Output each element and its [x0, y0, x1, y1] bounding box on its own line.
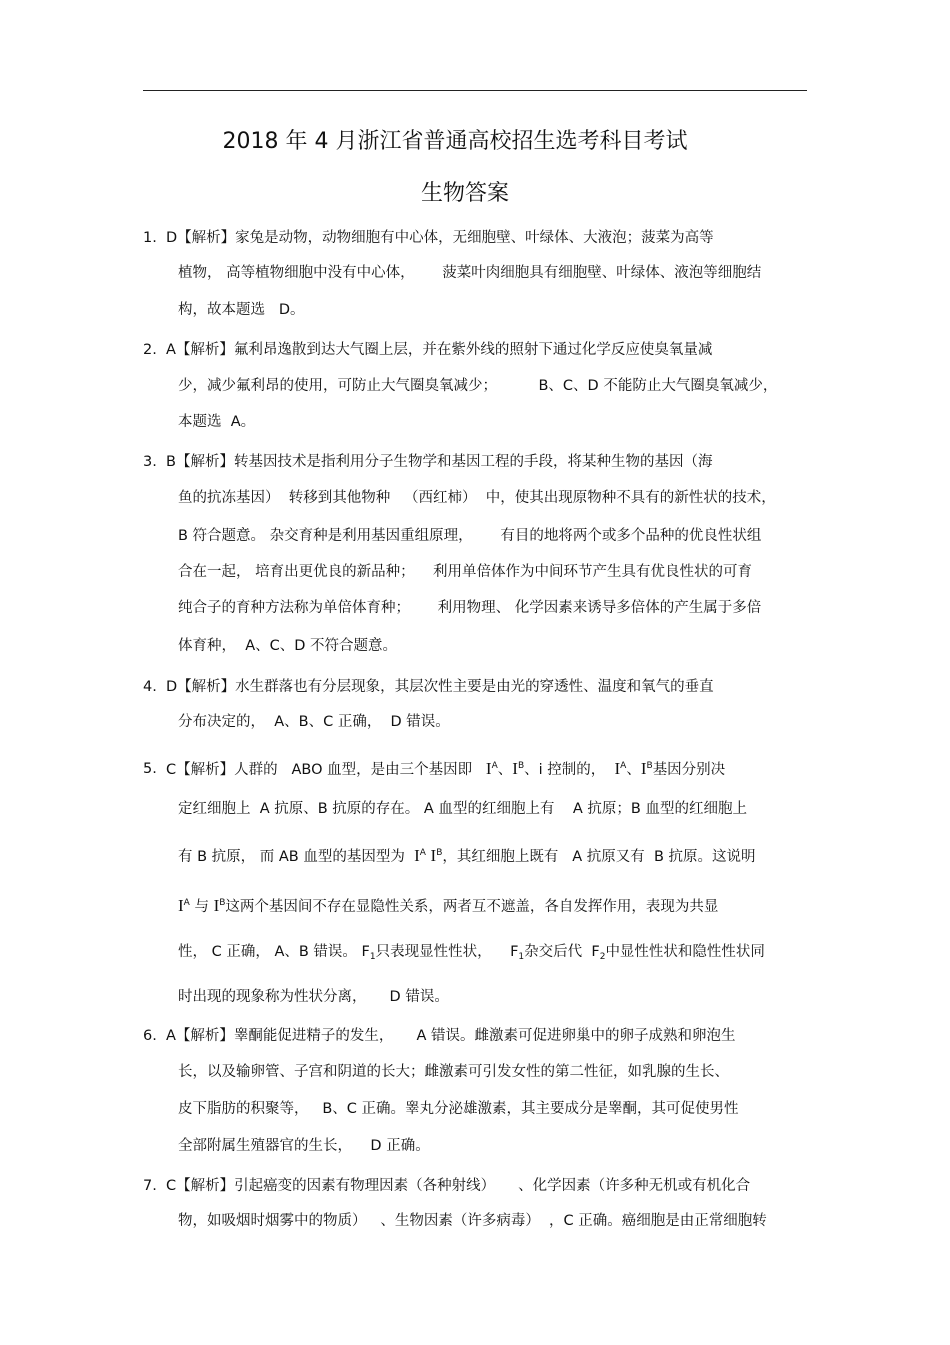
item-number: 5.: [143, 761, 157, 777]
item-line: 性， C 正确， A、B 错误。 $F_1$只表现显性性状， $F_1$杂交后代 $F_2$中显性性状和隐性性状同: [178, 944, 765, 962]
item-line: 植物， 高等植物细胞中没有中心体， 菠菜叶肉细胞具有细胞壁、叶绿体、液泡等细胞结: [178, 265, 762, 281]
item-line: B【解析】转基因技术是指利用分子生物学和基因工程的手段，将某种生物的基因（海: [166, 454, 713, 470]
item-line: 合在一起， 培育出更优良的新品种； 利用单倍体作为中间环节产生具有优良性状的可育: [178, 564, 753, 580]
item-number: 4.: [143, 679, 157, 695]
item-number: 6.: [143, 1028, 157, 1044]
item-line: C【解析】人群的 ABO 血型，是由三个基因即 $I^A$、$I^B$、i 控制的， $I^A$、$I^B$基因分别决: [166, 759, 726, 778]
item-number: 3.: [143, 454, 157, 470]
item-line: 物，如吸烟时烟雾中的物质） 、生物因素（许多病毒） ，C 正确。癌细胞是由正常细胞转: [178, 1213, 767, 1229]
item-line: C【解析】引起癌变的因素有物理因素（各种射线） 、化学因素（许多种无机或有机化合: [166, 1178, 751, 1194]
item-line: 少，减少氟利昂的使用，可防止大气圈臭氧减少； B、C、D 不能防止大气圈臭氧减少，: [178, 378, 778, 394]
item-number: 1.: [143, 230, 157, 246]
item-line: 时出现的现象称为性状分离， D 错误。: [178, 989, 449, 1005]
item-line: B 符合题意。 杂交育种是利用基因重组原理， 有目的地将两个或多个品种的优良性状组: [178, 528, 762, 544]
item-number: 7.: [143, 1178, 157, 1194]
item-line: 长，以及输卵管、子宫和阴道的长大；雌激素可引发女性的第二性征，如乳腺的生长、: [178, 1064, 729, 1080]
item-line: 体育种， A、C、D 不符合题意。: [178, 638, 398, 654]
item-line: A【解析】氟利昂逸散到达大气圈上层，并在紫外线的照射下通过化学反应使臭氧量减: [166, 342, 713, 358]
item-line: 定红细胞上 A 抗原、B 抗原的存在。 A 血型的红细胞上有 A 抗原；B 血型的红细胞上: [178, 801, 747, 817]
item-number: 2.: [143, 342, 157, 358]
item-line: 全部附属生殖器官的生长， D 正确。: [178, 1138, 430, 1154]
item-line: D【解析】家兔是动物，动物细胞有中心体，无细胞壁、叶绿体、大液泡；菠菜为高等: [166, 230, 714, 246]
document-subtitle: 生物答案: [420, 181, 509, 206]
item-line: A【解析】睾酮能促进精子的发生， A 错误。雌激素可促进卵巢中的卵子成熟和卵泡生: [166, 1028, 736, 1044]
item-line: D【解析】水生群落也有分层现象，其层次性主要是由光的穿透性、温度和氧气的垂直: [166, 679, 714, 695]
item-line: 分布决定的， A、B、C 正确， D 错误。: [178, 714, 450, 730]
item-line: 皮下脂肪的积聚等， B、C 正确。睾丸分泌雄激素，其主要成分是睾酮，其可促使男性: [178, 1101, 739, 1117]
item-line: 有 B 抗原， 而 AB 血型的基因型为 $I^A$ $I^B$，其红细胞上既有 A 抗原又有 B 抗原。这说明: [178, 846, 756, 865]
item-line: 本题选 A。: [178, 414, 256, 430]
item-line: $I^A$ 与 $I^B$这两个基因间不存在显隐性关系，两者互不遮盖，各自发挥作用，表现为共显: [178, 896, 719, 915]
item-line: 构，故本题选 D。: [178, 302, 305, 318]
document-title: 2018 年 4 月浙江省普通高校招生选考科目考试: [222, 129, 688, 154]
item-line: 纯合子的育种方法称为单倍体育种； 利用物理、 化学因素来诱导多倍体的产生属于多倍: [178, 600, 762, 616]
item-line: 鱼的抗冻基因） 转移到其他物种 （西红柿） 中，使其出现原物种不具有的新性状的技术，: [178, 490, 776, 506]
header-rule: [143, 90, 807, 91]
